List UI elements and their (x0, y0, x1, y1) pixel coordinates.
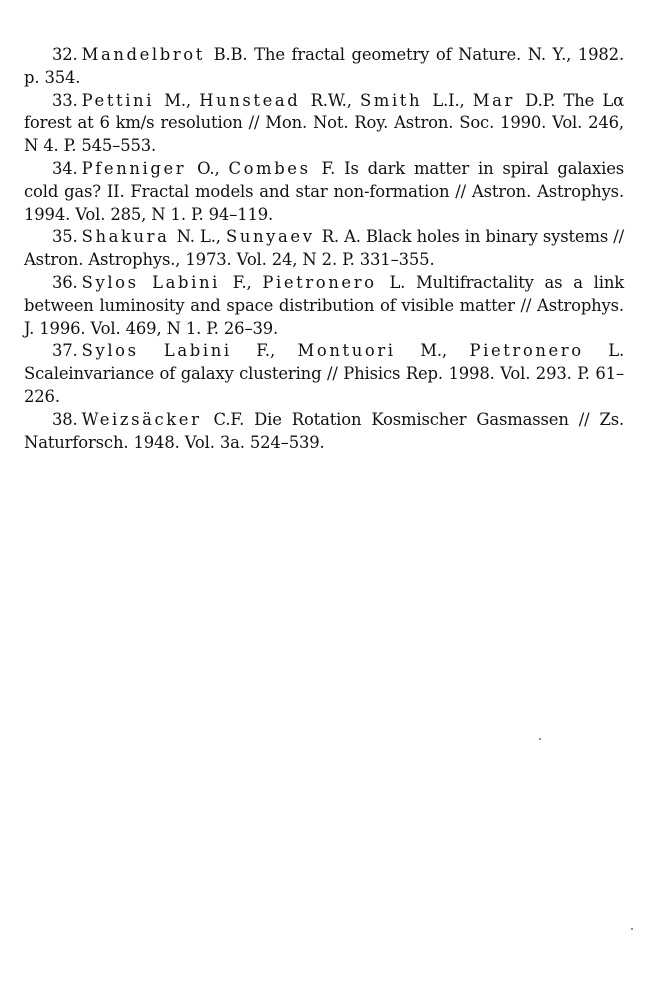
reference-number: 36. (52, 272, 78, 292)
reference-initials: L.I., (432, 90, 473, 110)
reference-item (24, 90, 624, 158)
reference-initials: R. A. (321, 227, 361, 247)
reference-initials: L. (389, 272, 406, 292)
scan-speck (631, 928, 633, 930)
reference-initials: M., (420, 341, 470, 361)
reference-initials: M., (164, 90, 200, 110)
reference-number: 35. (52, 227, 78, 247)
reference-author: Mar (472, 90, 515, 110)
reference-item (24, 158, 624, 226)
reference-author: Pettini (81, 90, 155, 110)
reference-author: Sylos Labini (81, 341, 232, 361)
reference-author: Pietronero (469, 341, 584, 361)
reference-author: Montuori (297, 341, 396, 361)
reference-text: Is dark matter in spiral galaxies cold gas? II. Fractal models and star non-formation // Astron. Astrophys. 1994. Vol. 285, N 1. P. 94–119. (24, 158, 625, 224)
reference-text: Multifractality as a link between luminosity and space distribution of visible matter // Astrophys. J. 1996. Vol. 469, N 1. P. 26–39. (24, 272, 625, 338)
reference-author: Shakura (81, 227, 170, 247)
reference-number: 32. (52, 45, 78, 64)
reference-initials: N. L., (176, 227, 227, 247)
reference-initials: F., (256, 341, 298, 361)
reference-item (24, 340, 624, 408)
reference-author: Sunyaev (226, 227, 315, 247)
reference-author: Mandelbrot (81, 45, 205, 64)
reference-number: 33. (52, 90, 78, 110)
reference-author: Smith (359, 90, 423, 110)
reference-initials: F., (232, 272, 263, 292)
reference-initials: O., (197, 158, 229, 178)
reference-author: Sylos Labini (81, 272, 220, 292)
reference-text: Scaleinvariance of galaxy clustering // Phisics Rep. 1998. Vol. 293. P. 61–226. (24, 364, 624, 406)
reference-initials: D.P. (525, 90, 556, 110)
reference-initials: F. (321, 158, 336, 178)
reference-text: The Lα forest at 6 km/s resolution // Mon. Not. Roy. Astron. Soc. 1990. Vol. 246, N 4. P. 545–553. (24, 90, 625, 156)
reference-initials: R.W., (310, 90, 360, 110)
reference-number: 37. (52, 341, 78, 361)
reference-number: 38. (52, 409, 78, 429)
reference-number: 34. (52, 158, 78, 178)
reference-text: Black holes in binary systems // Astron. Astrophys., 1973. Vol. 24, N 2. P. 331–355. (24, 227, 625, 270)
reference-initials: L. (608, 341, 625, 361)
reference-item (24, 409, 624, 455)
reference-item (24, 226, 624, 272)
reference-list (24, 44, 624, 454)
reference-author: Pietronero (262, 272, 377, 292)
reference-author: Pfenniger (81, 158, 187, 178)
reference-initials: C.F. (213, 409, 245, 429)
reference-author: Combes (228, 158, 311, 178)
reference-initials: B.B. (213, 45, 248, 64)
reference-author: Hunstead (199, 90, 301, 110)
scan-speck (539, 738, 541, 740)
reference-item (24, 272, 624, 340)
reference-text: The fractal geometry of Nature. N. Y., 1982. p. 354. (24, 45, 625, 87)
reference-item (24, 44, 624, 90)
reference-text: Die Rotation Kosmischer Gasmassen // Zs. Naturforsch. 1948. Vol. 3a. 524–539. (24, 409, 625, 452)
reference-author: Weizsäcker (81, 409, 202, 429)
